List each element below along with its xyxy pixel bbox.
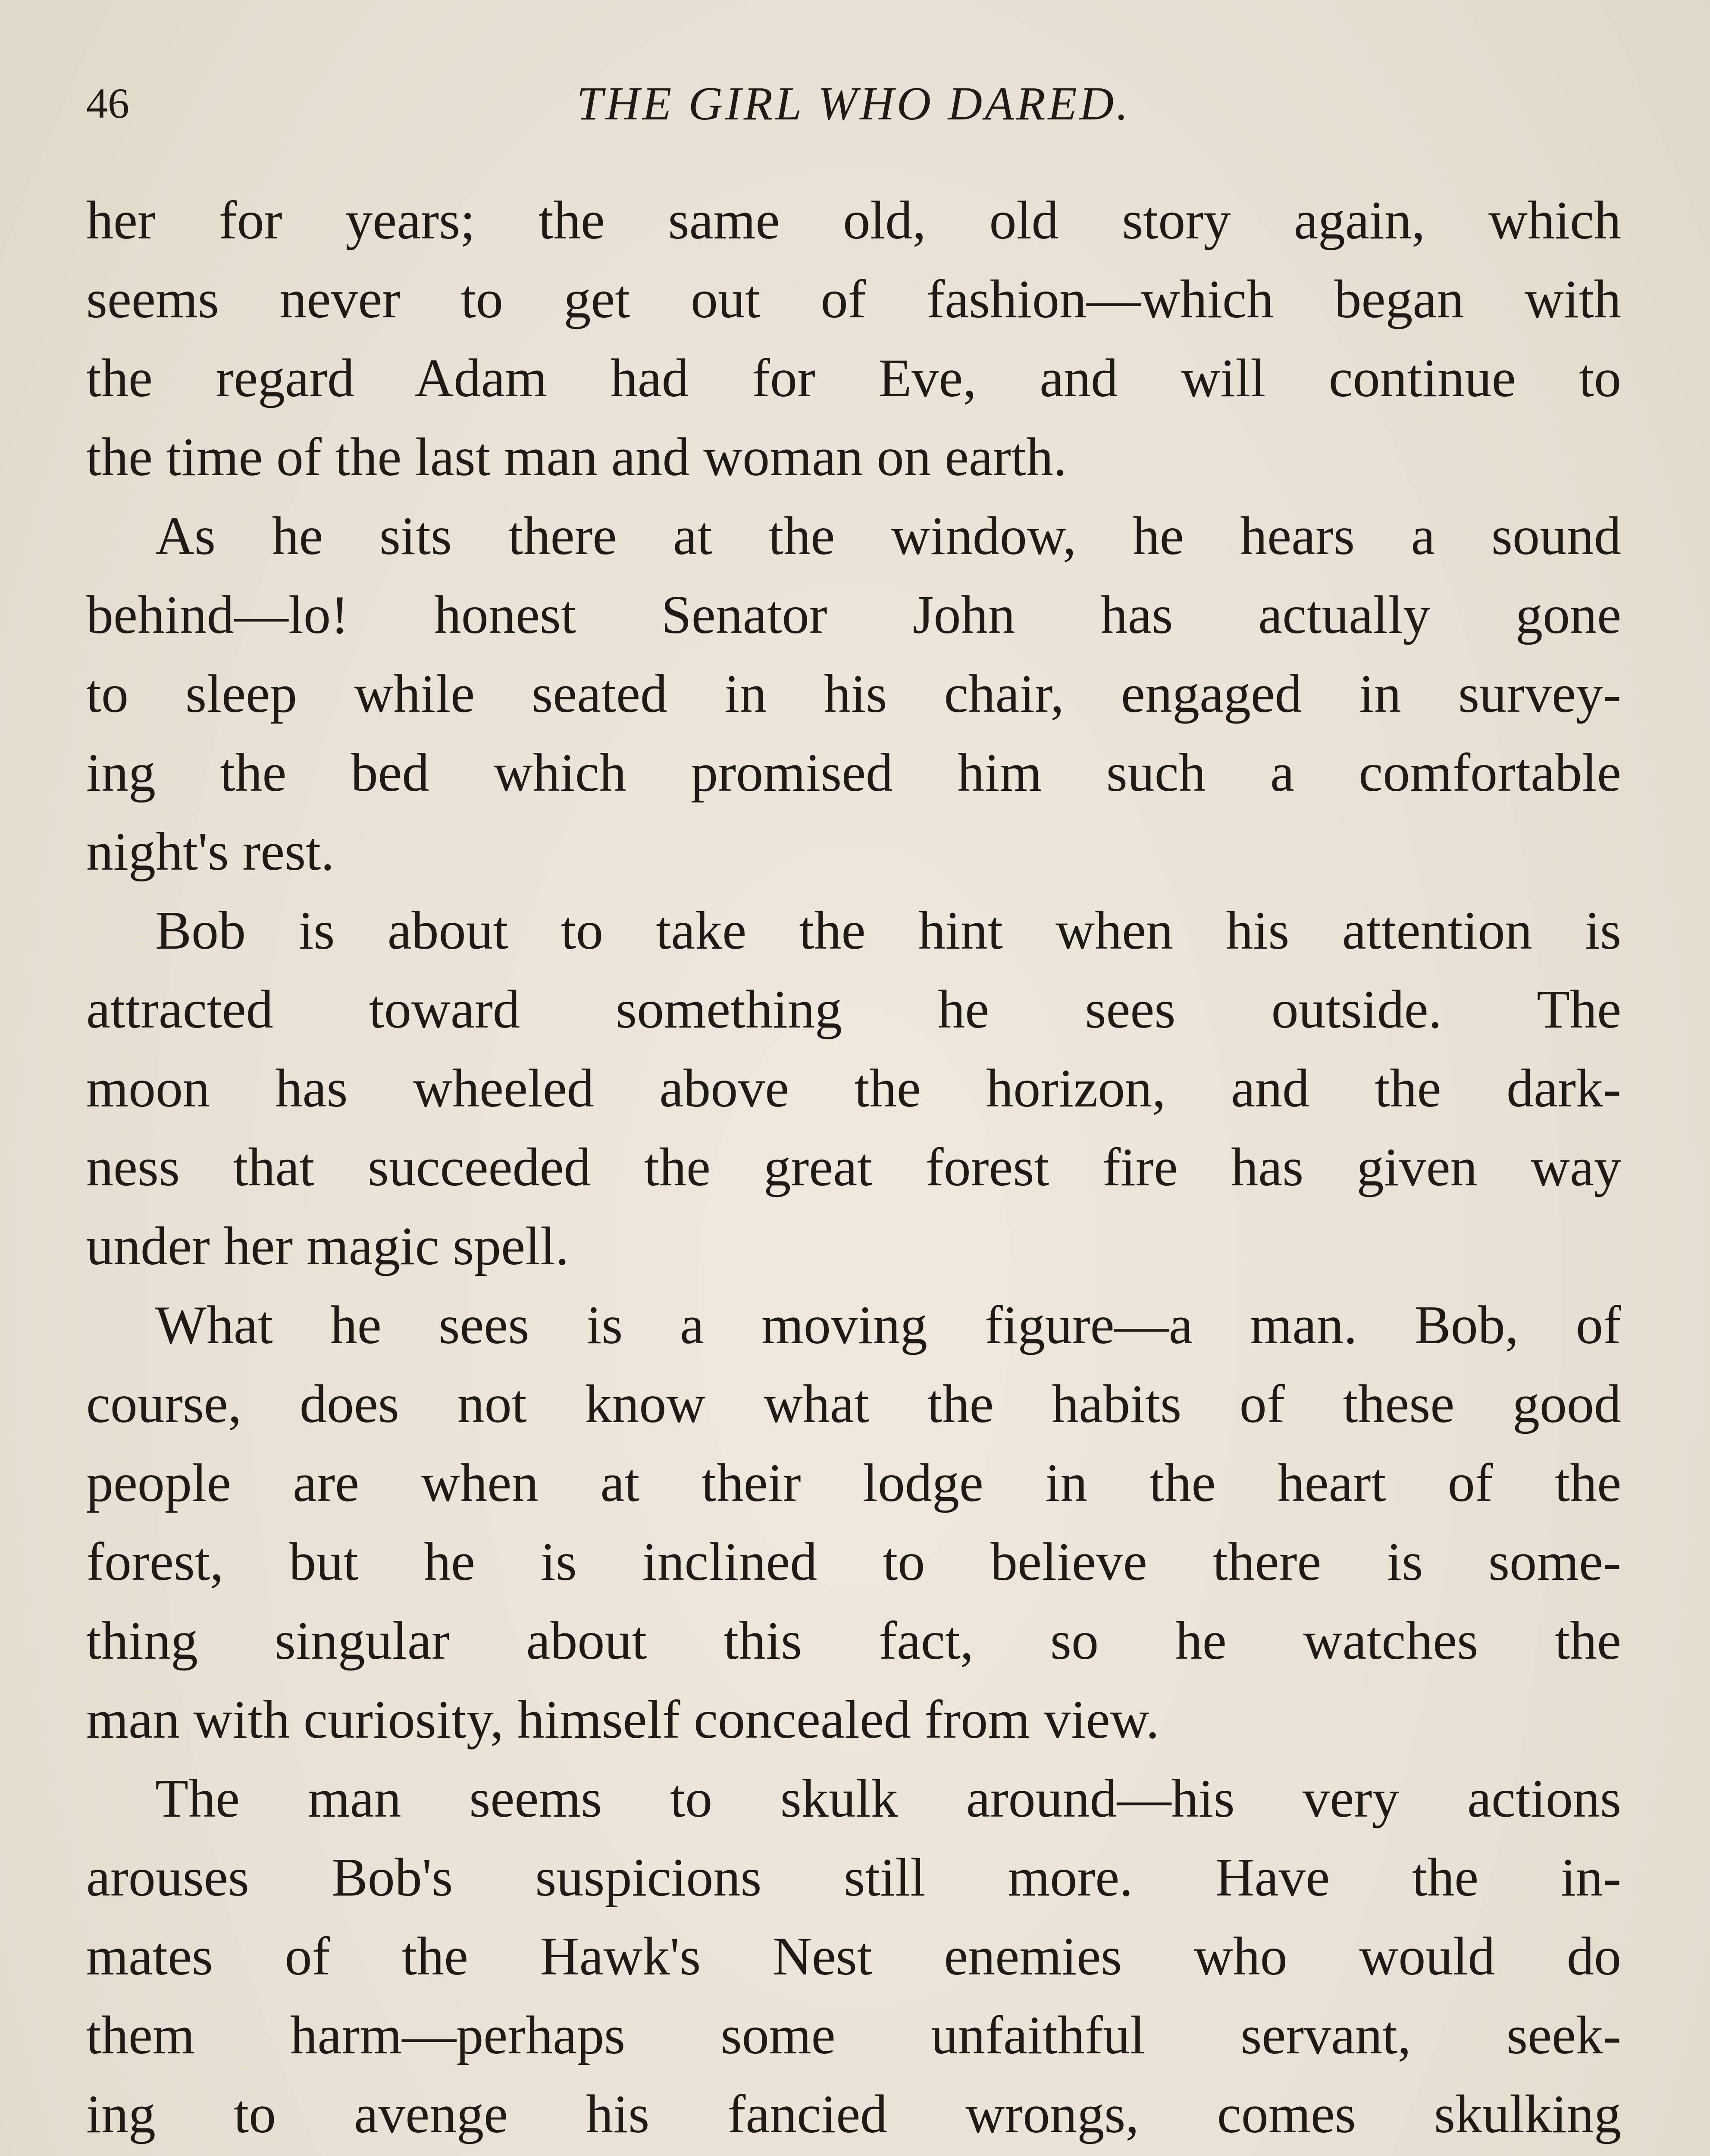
text-line: forest, but he is inclined to believe there is some-	[86, 1532, 1621, 1592]
text-line: the regard Adam had for Eve, and will continue to	[86, 348, 1621, 408]
page-number: 46	[86, 79, 129, 127]
paragraph	[86, 891, 1621, 1286]
paragraph	[86, 1759, 1621, 2156]
paragraph	[86, 181, 1621, 497]
text-line: ness that succeeded the great forest fire has given way	[86, 1138, 1621, 1197]
text-line: under her magic spell.	[86, 1216, 569, 1276]
body-text	[86, 181, 1621, 2156]
text-line: seems never to get out of fashion—which began with	[86, 270, 1621, 329]
page-header	[86, 65, 1621, 129]
text-line: man with curiosity, himself concealed from view.	[86, 1690, 1159, 1750]
text-line	[86, 2154, 1621, 2156]
running-head: THE GIRL WHO DARED.	[576, 77, 1131, 130]
text-line: The man seems to skulk around—his very actions	[155, 1769, 1621, 1829]
paragraph	[86, 497, 1621, 891]
text-line: thing singular about this fact, so he watches the	[86, 1611, 1621, 1671]
text-line: behind—lo! honest Senator John has actually gone	[86, 585, 1621, 645]
text-line: As he sits there at the window, he hears a sound	[155, 506, 1621, 566]
text-line: attracted toward something he sees outside. The	[86, 980, 1621, 1040]
text-line: course, does not know what the habits of these good	[86, 1374, 1621, 1434]
text-line: to sleep while seated in his chair, engaged in survey-	[86, 664, 1621, 724]
text-line: night's rest.	[86, 822, 335, 882]
text-line: them harm—perhaps some unfaithful servant, seek-	[86, 2006, 1621, 2065]
text-line: ing the bed which promised him such a comfortable	[86, 743, 1621, 803]
text-line: the time of the last man and woman on earth.	[86, 427, 1067, 487]
text-line: people are when at their lodge in the heart of the	[86, 1453, 1621, 1513]
text-line: ing to avenge his fancied wrongs, comes skulking	[86, 2084, 1621, 2144]
paragraph	[86, 1286, 1621, 1759]
text-line: her for years; the same old, old story again, which	[86, 191, 1621, 251]
text-line: mates of the Hawk's Nest enemies who would do	[86, 1927, 1621, 1987]
text-line: What he sees is a moving figure—a man. Bob, of	[155, 1295, 1621, 1355]
text-line: arouses Bob's suspicions still more. Have the in-	[86, 1848, 1621, 1908]
text-line: Bob is about to take the hint when his attention is	[155, 901, 1621, 961]
text-line: moon has wheeled above the horizon, and the dark-	[86, 1059, 1621, 1119]
